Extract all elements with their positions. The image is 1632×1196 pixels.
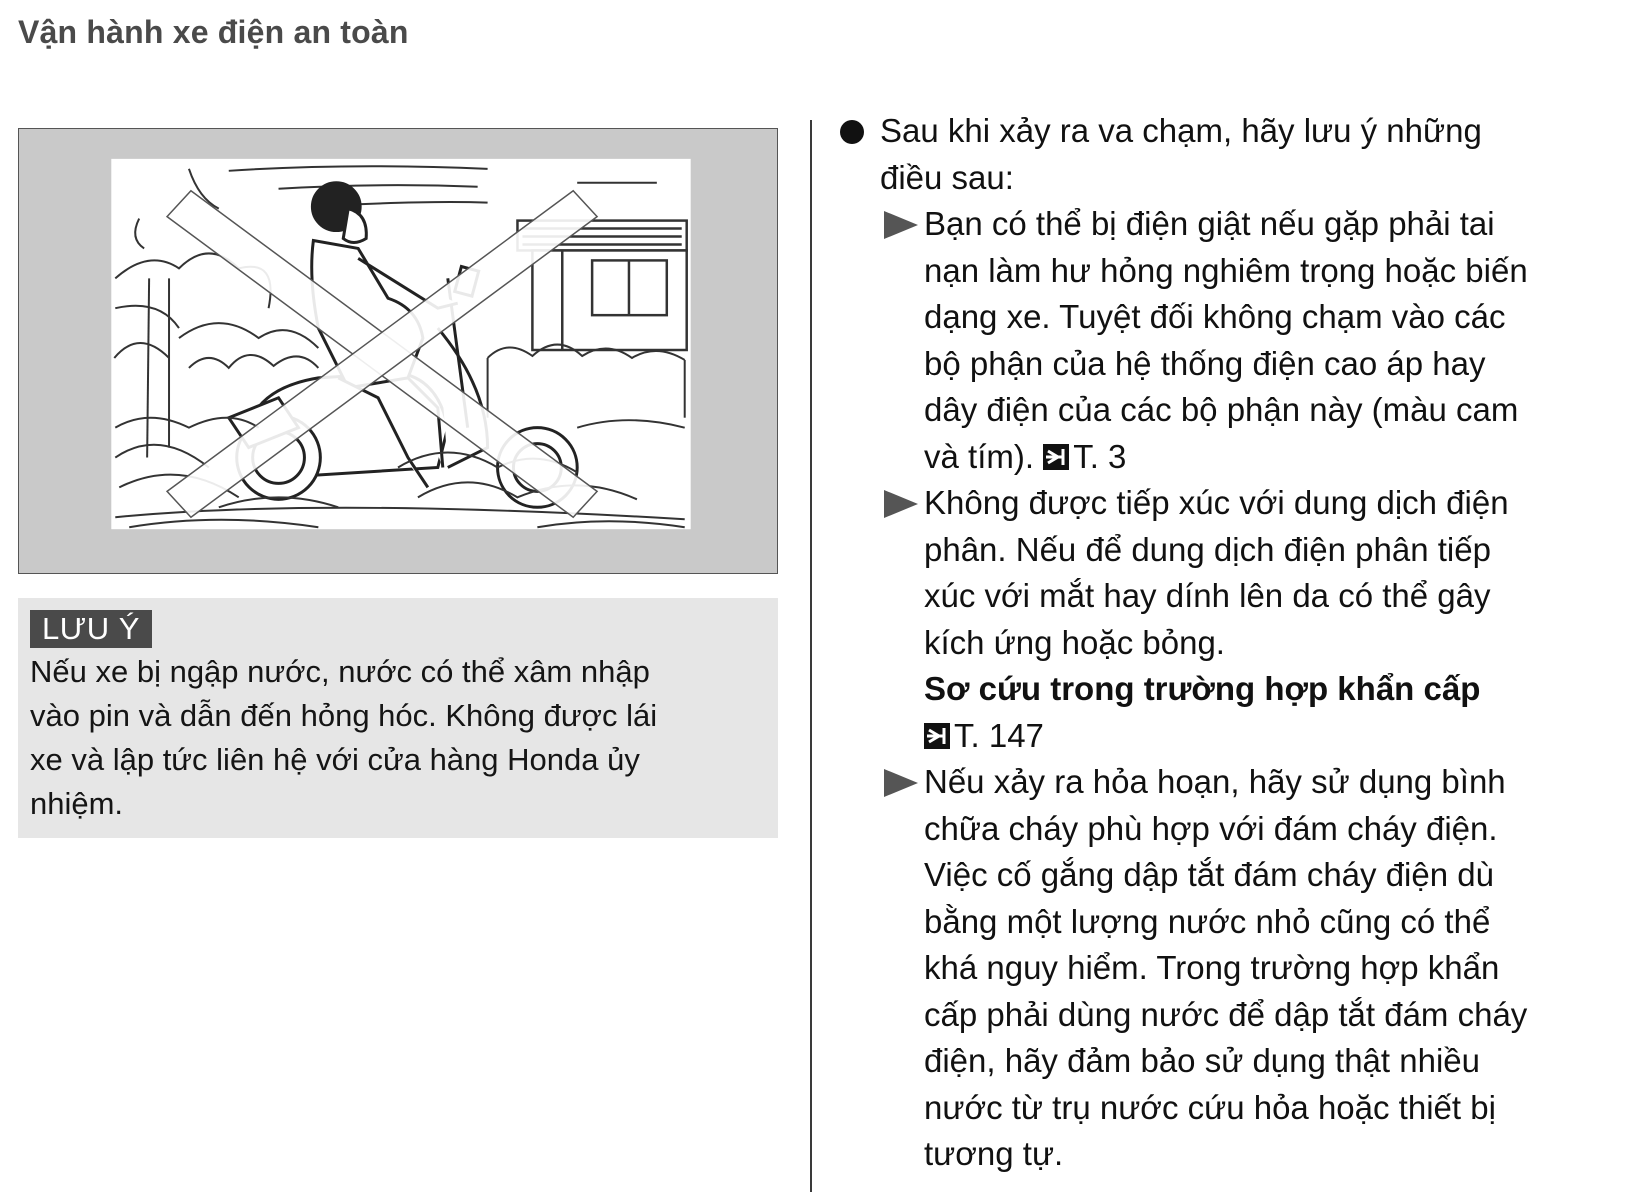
precaution-item-fire [840, 759, 1620, 1178]
page-title: Vận hành xe điện an toàn [18, 14, 409, 50]
item-line: chữa cháy phù hợp với đám cháy điện. [924, 809, 1498, 847]
notice-line: vào pin và dẫn đến hỏng hóc. Không được lái [30, 698, 658, 733]
item-line: bằng một lượng nước nhỏ cũng có thể [924, 902, 1491, 940]
flooded-scooter-illustration [19, 129, 777, 573]
item-line: điện, hãy đảm bảo sử dụng thật nhiều [924, 1042, 1480, 1079]
flooded-scooter-figure [18, 128, 778, 574]
item-line: Nếu xảy ra hỏa hoạn, hãy sử dụng bình [924, 763, 1506, 800]
item-line: Việc cố gắng dập tắt đám cháy điện dù [924, 856, 1494, 893]
page-reference-icon [924, 723, 950, 749]
intro-bullet [840, 108, 1620, 201]
column-divider [810, 120, 812, 1192]
page-reference-icon [1043, 444, 1069, 470]
notice-box [18, 598, 778, 838]
precaution-item-electric-shock [840, 201, 1620, 480]
item-line: dây điện của các bộ phận này (màu cam [924, 391, 1519, 428]
item-line: cấp phải dùng nước để dập tắt đám cháy [924, 995, 1528, 1033]
item-line: nạn làm hư hỏng nghiêm trọng hoặc biến [924, 251, 1528, 289]
item-line: Bạn có thể bị điện giật nếu gặp phải tai [924, 205, 1495, 242]
triangle-bullet-icon [884, 769, 918, 797]
notice-line: xe và lập tức liên hệ với cửa hàng Honda ủy [30, 742, 640, 777]
item-line: dạng xe. Tuyệt đối không chạm vào các [924, 298, 1506, 335]
notice-line: Nếu xe bị ngập nước, nước có thể xâm nhập [30, 654, 650, 689]
intro-line: Sau khi xảy ra va chạm, hãy lưu ý những [880, 112, 1482, 149]
precaution-item-electrolyte [840, 480, 1620, 759]
notice-label: LƯU Ý [30, 610, 152, 648]
collision-precautions [840, 108, 1620, 1178]
page-reference-link[interactable]: T. 147 [954, 716, 1044, 754]
ref-prefix: và tím). [924, 437, 1044, 475]
first-aid-heading: Sơ cứu trong trường hợp khẩn cấp [924, 670, 1481, 707]
notice-line: nhiệm. [30, 786, 124, 821]
item-line: xúc với mắt hay dính lên da có thể gây [924, 577, 1491, 614]
item-line: Không được tiếp xúc với dung dịch điện [924, 484, 1509, 521]
triangle-bullet-icon [884, 490, 918, 518]
item-line: kích ứng hoặc bỏng. [924, 623, 1225, 661]
item-line: nước từ trụ nước cứu hỏa hoặc thiết bị [924, 1088, 1496, 1126]
bullet-dot-icon [840, 120, 864, 144]
intro-line: điều sau: [880, 158, 1014, 196]
page-reference-link[interactable]: T. 3 [1073, 437, 1127, 475]
item-line: tương tự. [924, 1135, 1064, 1172]
triangle-bullet-icon [884, 211, 918, 239]
item-line-with-ref [924, 434, 1620, 481]
item-line: khá nguy hiểm. Trong trường hợp khẩn [924, 949, 1500, 986]
item-line: bộ phận của hệ thống điện cao áp hay [924, 344, 1486, 382]
notice-text [30, 650, 764, 826]
item-line-with-ref [924, 713, 1620, 760]
item-line: phân. Nếu để dung dịch điện phân tiếp [924, 530, 1491, 568]
